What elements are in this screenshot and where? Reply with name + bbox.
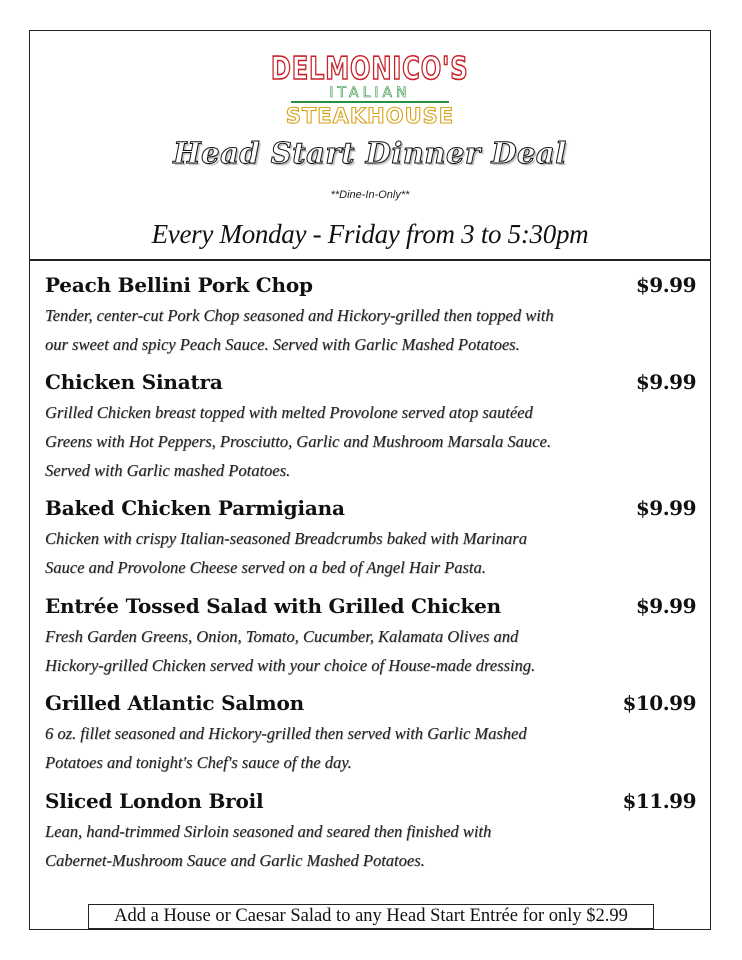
menu-item [45, 272, 696, 359]
description-line: Potatoes and tonight's Chef's sauce of the day. [45, 753, 352, 772]
salad-addon-note: Add a House or Caesar Salad to any Head Start Entrée for only $2.99 [88, 904, 654, 929]
item-name: Baked Chicken Parmigiana [45, 496, 345, 520]
description-line: Grilled Chicken breast topped with melted Provolone served atop sautéed [45, 403, 533, 422]
item-description [45, 622, 696, 680]
menu-page [29, 30, 711, 930]
item-description [45, 817, 696, 875]
menu-item [45, 495, 696, 582]
item-description [45, 524, 696, 582]
logo-italian: ITALIAN [329, 85, 411, 101]
header-divider [30, 259, 710, 261]
item-name: Chicken Sinatra [45, 370, 223, 394]
item-description [45, 301, 696, 359]
description-line: Served with Garlic mashed Potatoes. [45, 461, 291, 480]
item-name: Grilled Atlantic Salmon [45, 691, 305, 715]
description-line: Greens with Hot Peppers, Prosciutto, Garlic and Mushroom Marsala Sauce. [45, 432, 551, 451]
description-line: Sauce and Provolone Cheese served on a bed of Angel Hair Pasta. [45, 558, 486, 577]
description-line: Chicken with crispy Italian-seasoned Breadcrumbs baked with Marinara [45, 529, 527, 548]
item-name: Peach Bellini Pork Chop [45, 273, 313, 297]
item-price: $11.99 [622, 789, 696, 813]
restaurant-logo [30, 53, 710, 127]
item-price: $10.99 [622, 691, 696, 715]
schedule-text: Every Monday - Friday from 3 to 5:30pm [151, 219, 589, 249]
dine-in-note: **Dine-In-Only** [330, 189, 410, 201]
description-line: Hickory-grilled Chicken served with your choice of House-made dressing. [45, 656, 536, 675]
logo-steakhouse: STEAKHOUSE [285, 104, 455, 128]
menu-item [45, 690, 696, 777]
item-name: Sliced London Broil [45, 789, 264, 813]
logo-name: DELMONICO'S [271, 51, 469, 87]
item-price: $9.99 [635, 273, 696, 297]
deal-title: Head Start Dinner Deal [173, 136, 567, 170]
menu-item [45, 369, 696, 485]
description-line: Lean, hand-trimmed Sirloin seasoned and seared then finished with [45, 822, 492, 841]
description-line: 6 oz. fillet seasoned and Hickory-grilled then served with Garlic Mashed [45, 724, 527, 743]
item-description [45, 719, 696, 777]
description-line: our sweet and spicy Peach Sauce. Served with Garlic Mashed Potatoes. [45, 335, 520, 354]
description-line: Tender, center-cut Pork Chop seasoned and Hickory-grilled then topped with [45, 306, 554, 325]
description-line: Fresh Garden Greens, Onion, Tomato, Cucumber, Kalamata Olives and [45, 627, 519, 646]
description-line: Cabernet-Mushroom Sauce and Garlic Mashed Potatoes. [45, 851, 425, 870]
logo-divider [291, 101, 449, 103]
menu-item [45, 593, 696, 680]
item-description [45, 398, 696, 485]
item-price: $9.99 [635, 370, 696, 394]
item-name: Entrée Tossed Salad with Grilled Chicken [45, 594, 501, 618]
item-price: $9.99 [635, 594, 696, 618]
item-price: $9.99 [635, 496, 696, 520]
menu-item [45, 788, 696, 875]
